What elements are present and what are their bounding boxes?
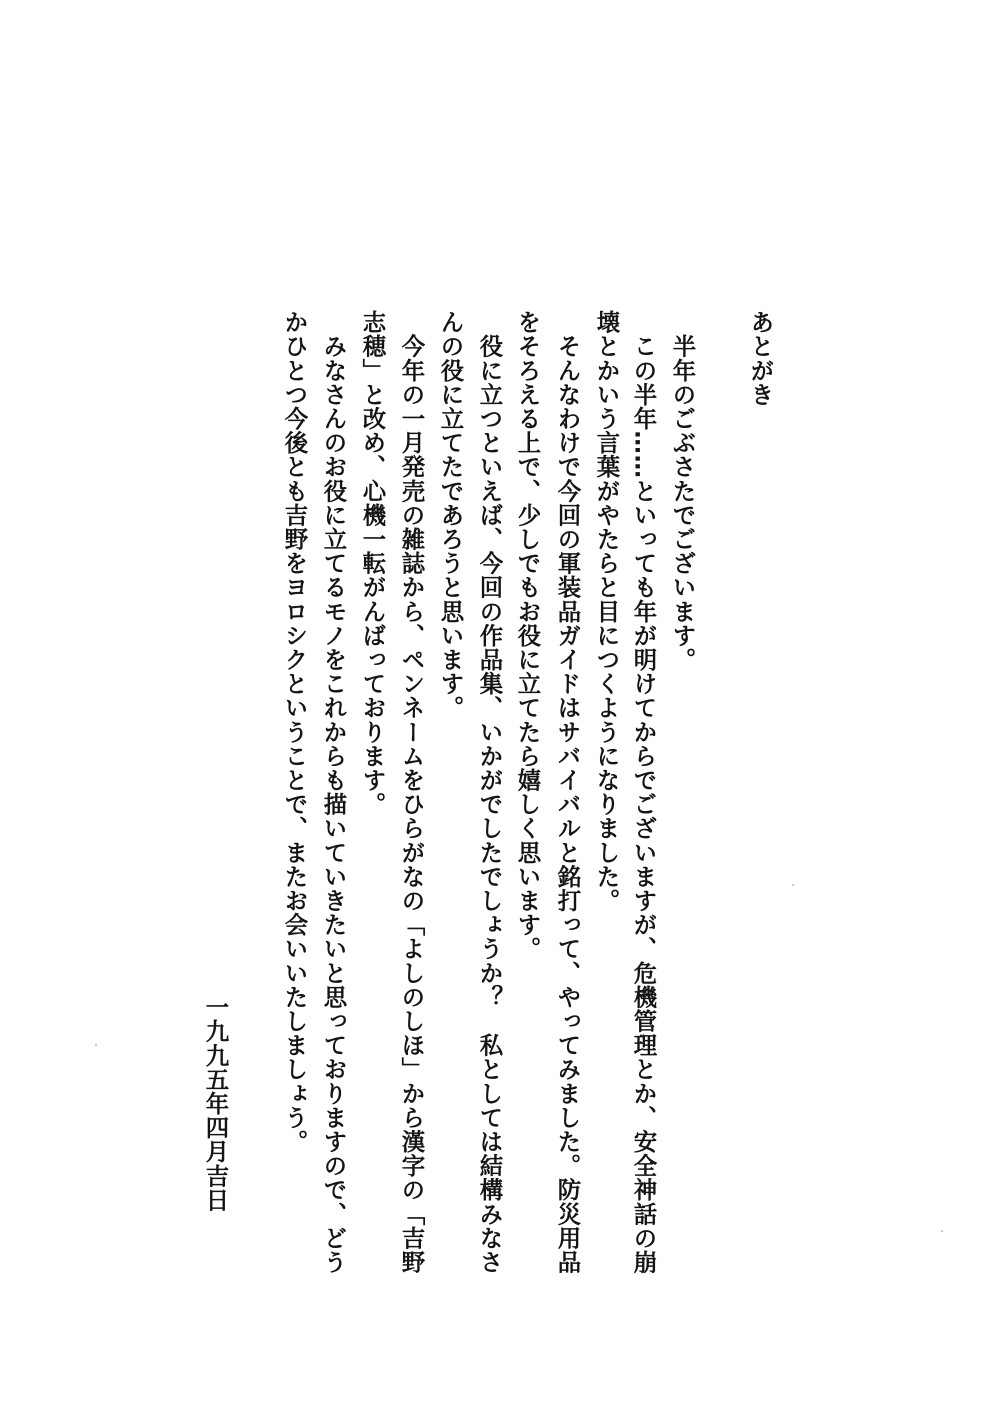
afterword-date: 一九九五年四月吉日 — [201, 995, 230, 1212]
afterword-line-6: 役に立つといえば、今回の作品集、いかがでしたでしょうか？ 私としては結構みなさ — [475, 310, 504, 1274]
paper-speck — [95, 1044, 97, 1046]
afterword-line-11: かひとつ今後とも吉野をヨロシクということで、またお会いいたしましょう。 — [280, 310, 309, 1154]
afterword-line-9: 志穂」と改め、心機一転がんばっております。 — [358, 310, 387, 817]
afterword-line-3: 壊とかいう言葉がやたらと目につくようになりました。 — [592, 310, 621, 913]
afterword-line-4: そんなわけで今回の軍装品ガイドはサバイバルと銘打って、やってみました。防災用品 — [553, 310, 582, 1274]
afterword-heading: あとがき — [746, 310, 775, 407]
afterword-line-5: をそろえる上で、少しでもお役に立てたら嬉しく思います。 — [513, 310, 542, 961]
afterword-line-8: 今年の一月発売の雑誌から、ペンネームをひらがなの「よしのしほ」から漢字の「吉野 — [397, 310, 426, 1274]
afterword-line-7: んの役に立てたであろうと思います。 — [436, 310, 465, 720]
afterword-line-1: 半年のごぶさたでございます。 — [668, 310, 697, 672]
paper-speck — [941, 1230, 943, 1232]
afterword-line-2: この半年……といっても年が明けてからでございますが、危機管理とか、安全神話の崩 — [629, 310, 658, 1274]
paper-speck — [792, 884, 794, 886]
afterword-line-10: みなさんのお役に立てるモノをこれからも描いていきたいと思っておりますので、どう — [319, 310, 348, 1274]
